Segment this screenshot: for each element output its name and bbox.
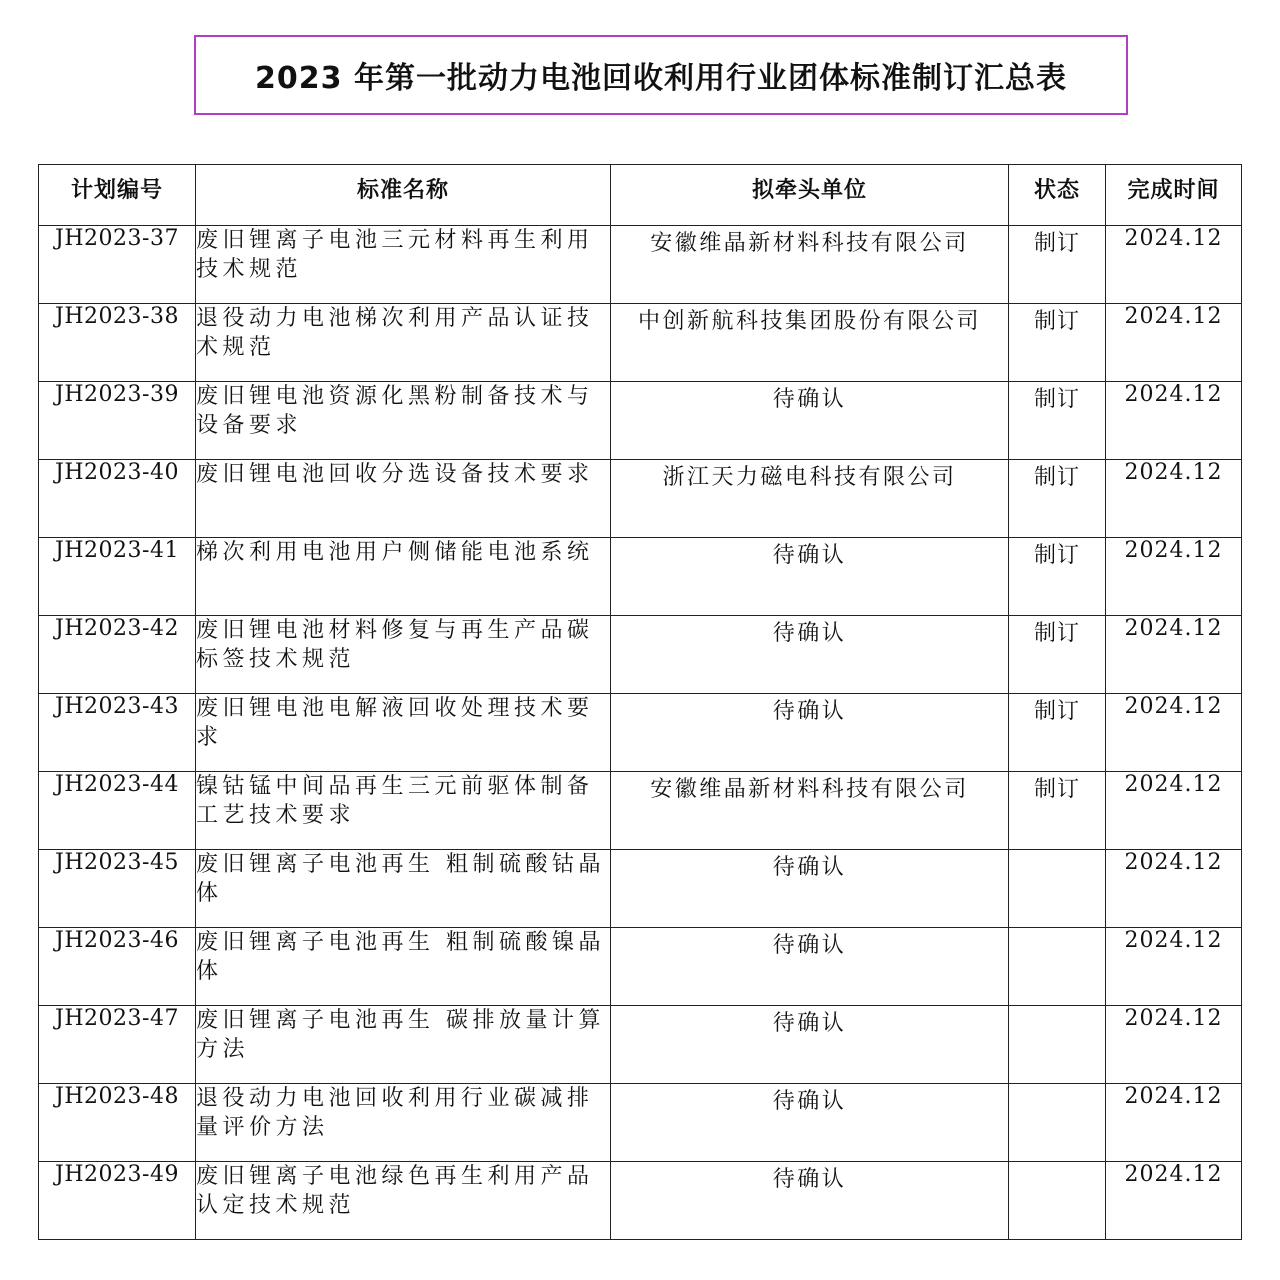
cell-plan-id: JH2023-43 (39, 694, 196, 772)
cell-standard-name: 废旧锂离子电池三元材料再生利用技术规范 (196, 226, 611, 304)
cell-status (1009, 1162, 1106, 1240)
cell-status (1009, 1084, 1106, 1162)
cell-lead-unit: 待确认 (611, 928, 1009, 1006)
cell-status (1009, 928, 1106, 1006)
header-completion-time: 完成时间 (1106, 165, 1242, 226)
cell-plan-id: JH2023-42 (39, 616, 196, 694)
cell-standard-name: 废旧锂电池回收分选设备技术要求 (196, 460, 611, 538)
cell-completion-time: 2024.12 (1106, 928, 1242, 1006)
table-row (39, 694, 1242, 772)
cell-plan-id: JH2023-45 (39, 850, 196, 928)
cell-plan-id: JH2023-38 (39, 304, 196, 382)
table-row (39, 1006, 1242, 1084)
cell-completion-time: 2024.12 (1106, 772, 1242, 850)
title-box (194, 35, 1128, 115)
table-row (39, 850, 1242, 928)
header-status: 状态 (1009, 165, 1106, 226)
standards-summary-table (38, 164, 1242, 1240)
table-row (39, 1162, 1242, 1240)
cell-status: 制订 (1009, 616, 1106, 694)
cell-plan-id: JH2023-40 (39, 460, 196, 538)
cell-lead-unit: 待确认 (611, 382, 1009, 460)
cell-standard-name: 废旧锂电池材料修复与再生产品碳标签技术规范 (196, 616, 611, 694)
cell-plan-id: JH2023-47 (39, 1006, 196, 1084)
cell-status: 制订 (1009, 538, 1106, 616)
table-header-row (39, 165, 1242, 226)
cell-standard-name: 废旧锂电池资源化黑粉制备技术与设备要求 (196, 382, 611, 460)
cell-standard-name: 废旧锂离子电池再生 粗制硫酸钴晶体 (196, 850, 611, 928)
cell-lead-unit: 待确认 (611, 616, 1009, 694)
cell-status (1009, 1006, 1106, 1084)
document-title: 2023 年第一批动力电池回收利用行业团体标准制订汇总表 (255, 61, 1067, 96)
cell-lead-unit: 待确认 (611, 850, 1009, 928)
table-row (39, 928, 1242, 1006)
cell-status: 制订 (1009, 772, 1106, 850)
table-row (39, 616, 1242, 694)
table-row (39, 382, 1242, 460)
header-standard-name: 标准名称 (196, 165, 611, 226)
cell-completion-time: 2024.12 (1106, 616, 1242, 694)
cell-lead-unit: 待确认 (611, 694, 1009, 772)
cell-completion-time: 2024.12 (1106, 1162, 1242, 1240)
cell-completion-time: 2024.12 (1106, 538, 1242, 616)
table-row (39, 460, 1242, 538)
cell-lead-unit: 中创新航科技集团股份有限公司 (611, 304, 1009, 382)
cell-standard-name: 镍钴锰中间品再生三元前驱体制备工艺技术要求 (196, 772, 611, 850)
cell-standard-name: 废旧锂离子电池绿色再生利用产品认定技术规范 (196, 1162, 611, 1240)
header-lead-unit: 拟牵头单位 (611, 165, 1009, 226)
table-row (39, 304, 1242, 382)
cell-standard-name: 废旧锂离子电池再生 碳排放量计算方法 (196, 1006, 611, 1084)
table-row (39, 1084, 1242, 1162)
cell-lead-unit: 安徽维晶新材料科技有限公司 (611, 772, 1009, 850)
cell-completion-time: 2024.12 (1106, 694, 1242, 772)
cell-lead-unit: 待确认 (611, 1162, 1009, 1240)
cell-standard-name: 废旧锂离子电池再生 粗制硫酸镍晶体 (196, 928, 611, 1006)
cell-completion-time: 2024.12 (1106, 226, 1242, 304)
cell-standard-name: 退役动力电池梯次利用产品认证技术规范 (196, 304, 611, 382)
cell-plan-id: JH2023-41 (39, 538, 196, 616)
cell-lead-unit: 浙江天力磁电科技有限公司 (611, 460, 1009, 538)
cell-plan-id: JH2023-48 (39, 1084, 196, 1162)
cell-completion-time: 2024.12 (1106, 1006, 1242, 1084)
cell-lead-unit: 安徽维晶新材料科技有限公司 (611, 226, 1009, 304)
cell-status: 制订 (1009, 460, 1106, 538)
cell-plan-id: JH2023-39 (39, 382, 196, 460)
cell-status: 制订 (1009, 382, 1106, 460)
table-row (39, 772, 1242, 850)
cell-plan-id: JH2023-37 (39, 226, 196, 304)
cell-status: 制订 (1009, 694, 1106, 772)
cell-lead-unit: 待确认 (611, 1084, 1009, 1162)
cell-standard-name: 退役动力电池回收利用行业碳减排量评价方法 (196, 1084, 611, 1162)
cell-status (1009, 850, 1106, 928)
table-row (39, 226, 1242, 304)
table-row (39, 538, 1242, 616)
cell-completion-time: 2024.12 (1106, 850, 1242, 928)
cell-completion-time: 2024.12 (1106, 304, 1242, 382)
cell-plan-id: JH2023-46 (39, 928, 196, 1006)
cell-completion-time: 2024.12 (1106, 460, 1242, 538)
cell-status: 制订 (1009, 304, 1106, 382)
cell-status: 制订 (1009, 226, 1106, 304)
cell-lead-unit: 待确认 (611, 1006, 1009, 1084)
cell-standard-name: 梯次利用电池用户侧储能电池系统 (196, 538, 611, 616)
cell-completion-time: 2024.12 (1106, 1084, 1242, 1162)
cell-plan-id: JH2023-49 (39, 1162, 196, 1240)
header-plan-id: 计划编号 (39, 165, 196, 226)
cell-standard-name: 废旧锂电池电解液回收处理技术要求 (196, 694, 611, 772)
cell-completion-time: 2024.12 (1106, 382, 1242, 460)
cell-plan-id: JH2023-44 (39, 772, 196, 850)
cell-lead-unit: 待确认 (611, 538, 1009, 616)
